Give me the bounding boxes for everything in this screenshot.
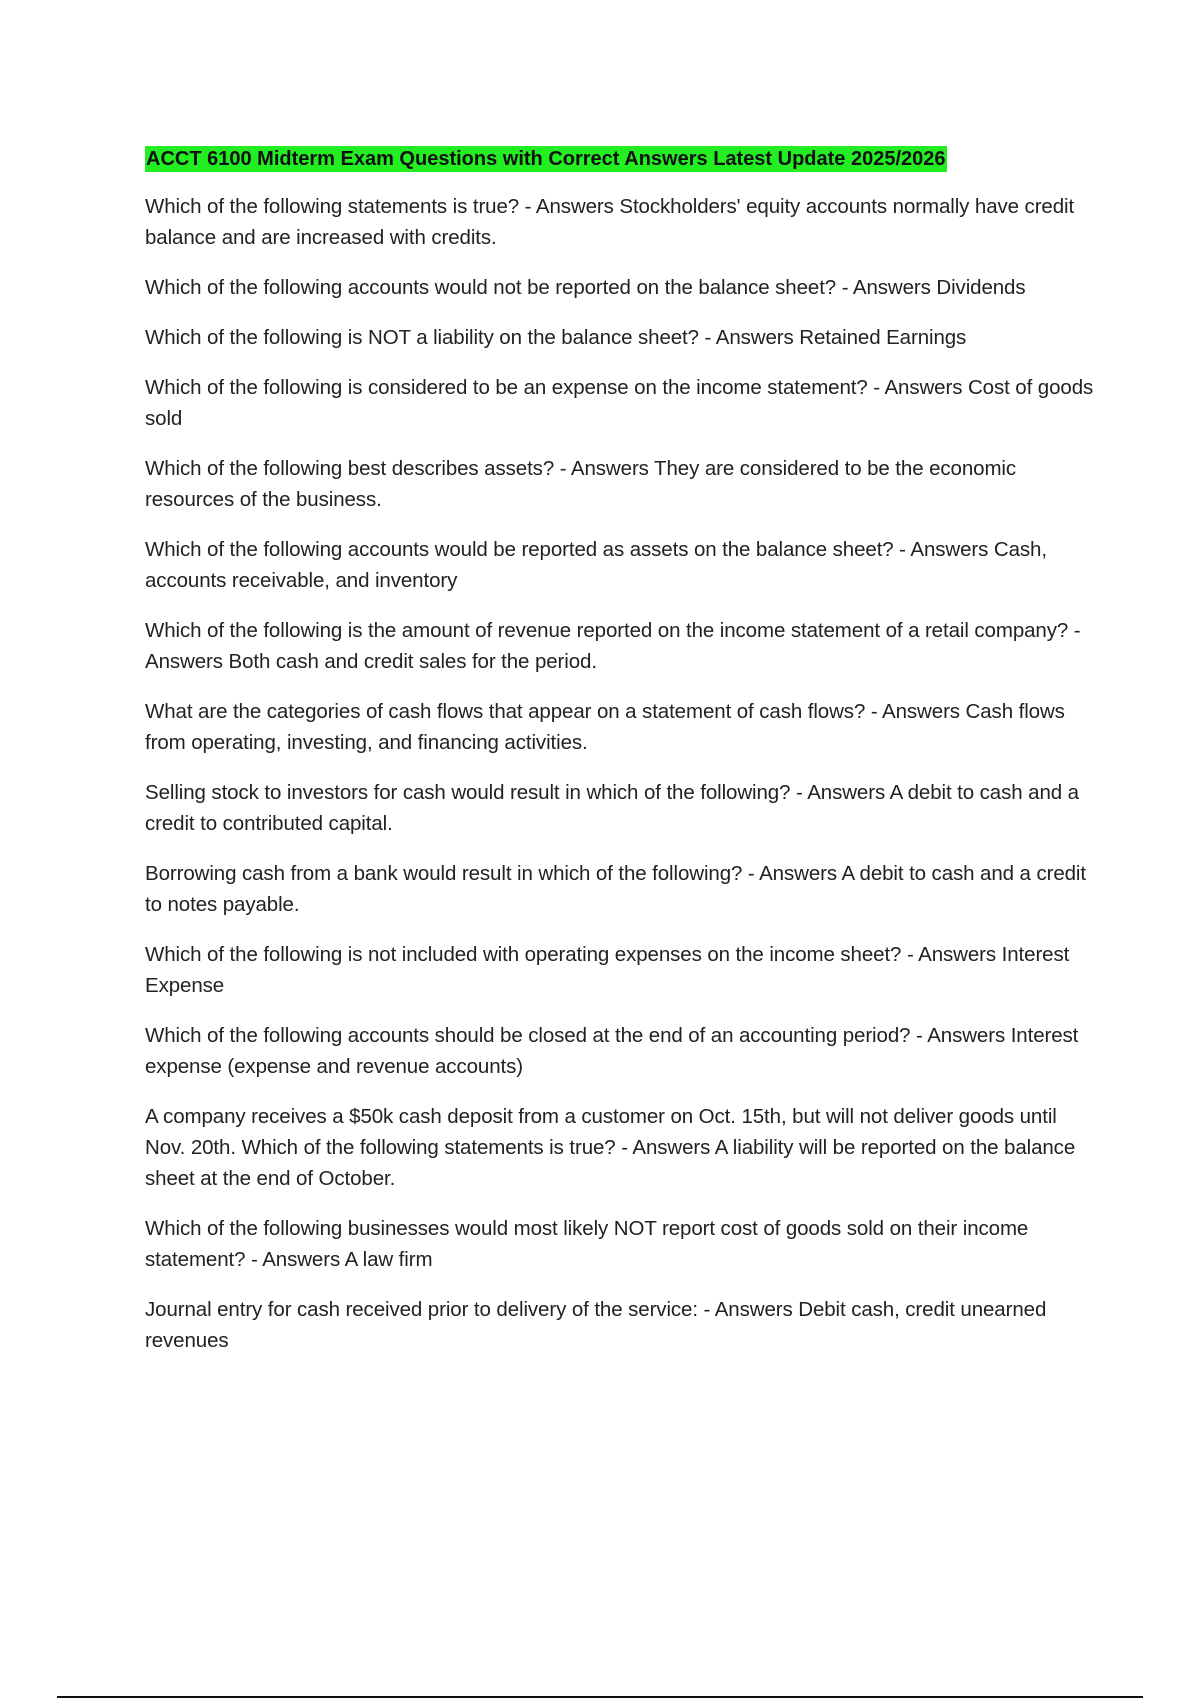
qa-item: Which of the following is considered to be an expense on the income statement? - Answers Cost of goods sold (145, 376, 1094, 430)
title-row (145, 145, 1095, 175)
qa-item: What are the categories of cash flows that appear on a statement of cash flows? - Answers Cash flows from operating, investing, and financing activities. (145, 700, 1065, 754)
qa-item: A company receives a $50k cash deposit from a customer on Oct. 15th, but will not deliver goods until Nov. 20th. Which of the following statements is true? - Answers A liability will be reported on the balance sheet at the end of October. (145, 1105, 1076, 1190)
qa-item: Which of the following accounts should be closed at the end of an accounting period? - Answers Interest expense (expense and revenue accounts) (145, 1024, 1079, 1078)
qa-item: Which of the following accounts would not be reported on the balance sheet? - Answers Dividends (145, 276, 1026, 299)
qa-item: Selling stock to investors for cash would result in which of the following? - Answers A debit to cash and a credit to contributed capital. (145, 781, 1079, 835)
qa-item: Which of the following businesses would most likely NOT report cost of goods sold on their income statement? - Answers A law firm (145, 1217, 1029, 1271)
document-content (145, 145, 1095, 1375)
qa-item: Borrowing cash from a bank would result in which of the following? - Answers A debit to cash and a credit to notes payable. (145, 862, 1086, 916)
document-title: ACCT 6100 Midterm Exam Questions with Correct Answers Latest Update 2025/2026 (146, 148, 946, 170)
footer-divider (57, 1696, 1143, 1698)
qa-item: Which of the following best describes assets? - Answers They are considered to be the economic resources of the business. (145, 457, 1017, 511)
qa-item: Which of the following is NOT a liability on the balance sheet? - Answers Retained Earnings (145, 326, 967, 349)
qa-item: Which of the following is not included with operating expenses on the income sheet? - Answers Interest Expense (145, 943, 1070, 997)
qa-item: Which of the following accounts would be reported as assets on the balance sheet? - Answers Cash, accounts receivable, and inventory (145, 538, 1047, 592)
qa-item: Which of the following is the amount of revenue reported on the income statement of a retail company? - Answers Both cash and credit sales for the period. (145, 619, 1081, 673)
qa-item: Journal entry for cash received prior to delivery of the service: - Answers Debit cash, credit unearned revenues (145, 1298, 1047, 1352)
qa-item: Which of the following statements is true? - Answers Stockholders' equity accounts normally have credit balance and are increased with credits. (145, 195, 1075, 249)
